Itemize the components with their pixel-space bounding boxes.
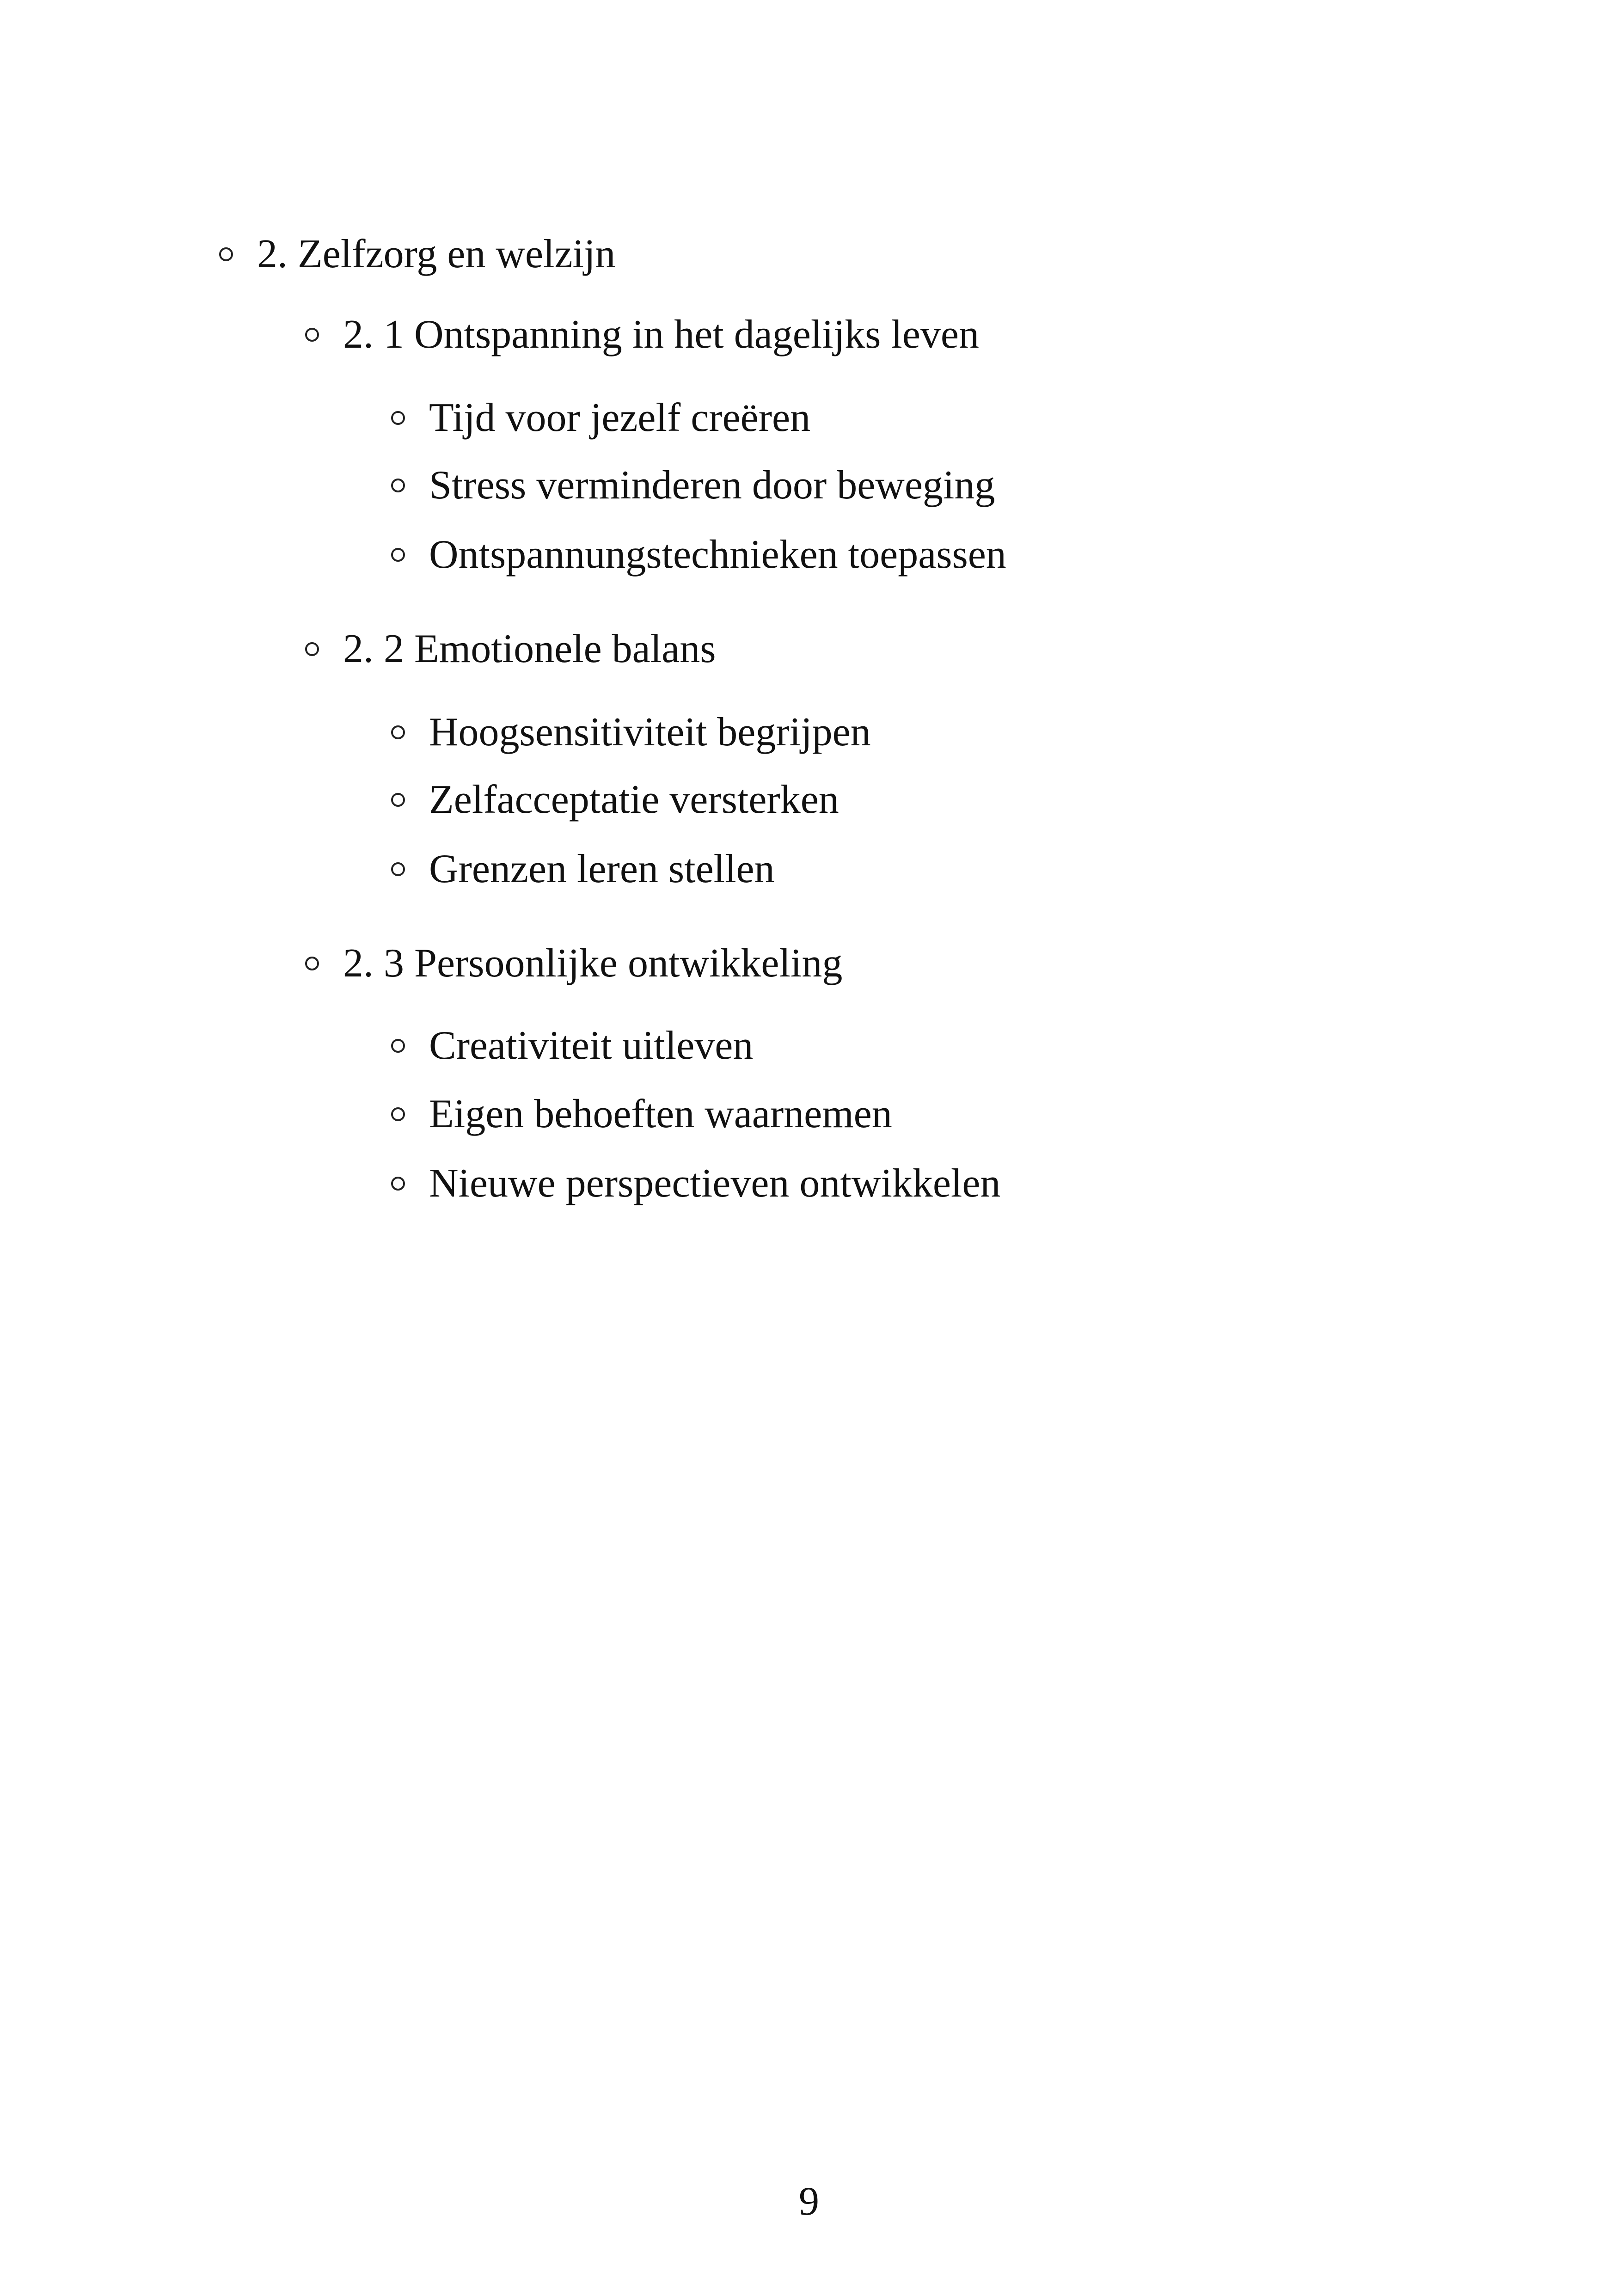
subsection-title: 2. 2 Emotionele balans [343,626,716,671]
hollow-circle-bullet-icon [391,1039,405,1053]
list-item [391,772,839,828]
list-item-text: Hoogsensitiviteit begrijpen [429,710,871,755]
outline-section [219,227,615,282]
list-item-text: Grenzen leren stellen [429,847,775,891]
list-item-text: Nieuwe perspectieven ontwikkelen [429,1161,1001,1206]
subsection-heading [305,307,979,362]
hollow-circle-bullet-icon [305,328,319,342]
hollow-circle-bullet-icon [219,247,233,261]
subsection-heading [305,621,716,677]
subsection-title: 2. 3 Persoonlijke ontwikkeling [343,941,843,986]
section-title: 2. Zelfzorg en welzijn [257,232,616,276]
list-item-text: Zelfacceptatie versterken [429,777,839,822]
list-item [391,841,775,897]
list-item [391,1156,1000,1211]
hollow-circle-bullet-icon [391,1107,405,1121]
hollow-circle-bullet-icon [391,862,405,876]
list-item-text: Creativiteit uitleven [429,1023,754,1068]
hollow-circle-bullet-icon [305,957,319,970]
hollow-circle-bullet-icon [391,1177,405,1191]
list-item-text: Ontspannungstechnieken toepassen [429,532,1006,577]
list-item [391,527,1006,583]
list-item [391,390,810,446]
list-item-text: Stress verminderen door beweging [429,463,995,508]
hollow-circle-bullet-icon [391,793,405,807]
hollow-circle-bullet-icon [391,411,405,425]
subsection-heading [305,936,842,991]
list-item [391,1087,892,1142]
list-item [391,458,995,513]
hollow-circle-bullet-icon [391,725,405,739]
list-item [391,705,871,760]
hollow-circle-bullet-icon [391,479,405,492]
subsection-title: 2. 1 Ontspanning in het dagelijks leven [343,312,979,357]
list-item-text: Tijd voor jezelf creëren [429,395,811,440]
list-item-text: Eigen behoeften waarnemen [429,1092,892,1136]
hollow-circle-bullet-icon [391,548,405,562]
hollow-circle-bullet-icon [305,642,319,656]
page-number: 9 [799,2179,819,2224]
list-item [391,1018,753,1074]
